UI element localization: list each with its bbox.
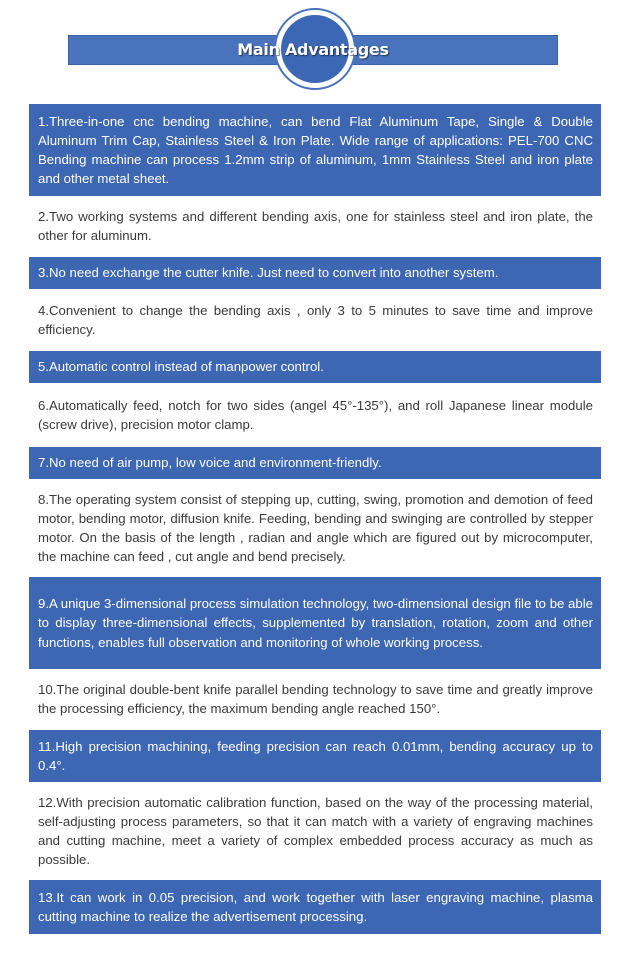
advantage-item-10: 10.The original double-bent knife parallel bending technology to save time and greatly improve the processing efficiency, the maximum bending angle reached 150°. <box>29 674 601 724</box>
page-title: Main Advantages <box>237 40 389 59</box>
advantage-item-8: 8.The operating system consist of stepping up, cutting, swing, promotion and demotion of feed motor, bending motor, diffusion knife. Feeding, bending and swinging are controlled by stepper motor. On the basis of the length , radian and angle which are figured out by microcomputer, the machine can feed , cut angle and bend precisely. <box>29 484 601 572</box>
advantage-item-13: 13.It can work in 0.05 precision, and work together with laser engraving machine, plasma cutting machine to realize the advertisement processing. <box>29 880 601 934</box>
advantage-item-3: 3.No need exchange the cutter knife. Just need to convert into another system. <box>29 257 601 289</box>
header <box>0 0 631 110</box>
advantage-item-1: 1.Three-in-one cnc bending machine, can bend Flat Aluminum Tape, Single & Double Aluminum Trim Cap, Stainless Steel & Iron Plate. Wide range of applications: PEL-700 CNC Bending machine can process 1.2mm strip of aluminum, 1mm Stainless Steel and iron plate and other metal sheet. <box>29 104 601 196</box>
advantage-item-2: 2.Two working systems and different bending axis, one for stainless steel and iron plate, the other for aluminum. <box>29 201 601 251</box>
advantage-item-5: 5.Automatic control instead of manpower control. <box>29 351 601 383</box>
advantage-item-12: 12.With precision automatic calibration function, based on the way of the processing material, self-adjusting process parameters, so that it can match with a variety of engraving machines and cutting machine, meet a variety of complex embedded process accuracy as much as possible. <box>29 787 601 875</box>
advantage-item-4: 4.Convenient to change the bending axis , only 3 to 5 minutes to save time and improve efficiency. <box>29 295 601 345</box>
advantage-item-11: 11.High precision machining, feeding precision can reach 0.01mm, bending accuracy up to 0.4°. <box>29 730 601 782</box>
advantage-item-6: 6.Automatically feed, notch for two sides (angel 45°-135°), and roll Japanese linear module (screw drive), precision motor clamp. <box>29 389 601 441</box>
advantage-item-9: 9.A unique 3-dimensional process simulation technology, two-dimensional design file to be able to display three-dimensional effects, supplemented by translation, rotation, zoom and other functions, enables full observation and monitoring of whole working process. <box>29 577 601 669</box>
advantage-item-7: 7.No need of air pump, low voice and environment-friendly. <box>29 447 601 479</box>
